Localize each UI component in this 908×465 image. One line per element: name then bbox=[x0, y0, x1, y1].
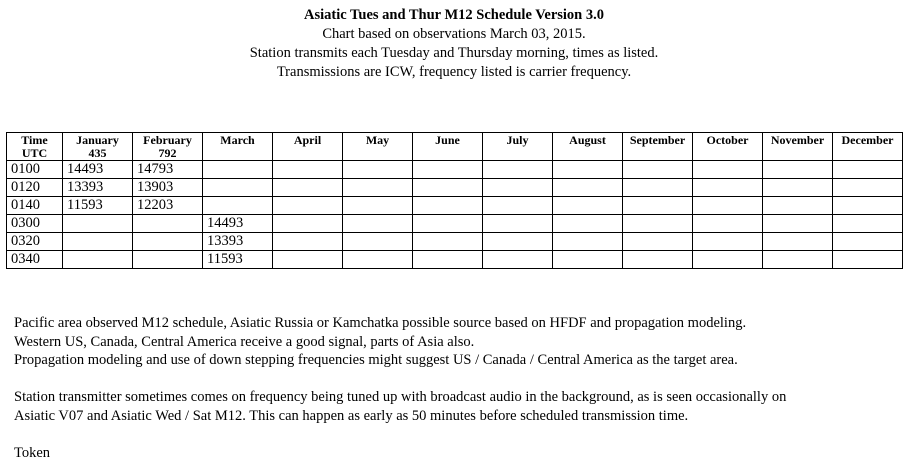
frequency-cell bbox=[483, 161, 553, 179]
frequency-cell bbox=[553, 215, 623, 233]
time-cell: 0140 bbox=[7, 197, 63, 215]
frequency-cell bbox=[693, 233, 763, 251]
column-header-label: November bbox=[770, 133, 825, 147]
column-header-may bbox=[343, 133, 413, 161]
header-line-mode: Transmissions are ICW, frequency listed is carrier frequency. bbox=[276, 64, 632, 80]
frequency-cell bbox=[833, 161, 903, 179]
table-row bbox=[7, 215, 903, 233]
frequency-cell bbox=[413, 251, 483, 269]
frequency-cell bbox=[63, 215, 133, 233]
column-header-label: June bbox=[435, 133, 460, 147]
note-line: Asiatic V07 and Asiatic Wed / Sat M12. This can happen as early as 50 minutes before scheduled transmission time. bbox=[14, 407, 689, 424]
frequency-cell bbox=[203, 179, 273, 197]
table-row bbox=[7, 233, 903, 251]
column-header-label: January bbox=[76, 133, 119, 147]
column-header-august bbox=[553, 133, 623, 161]
table-row bbox=[7, 161, 903, 179]
frequency-cell: 13903 bbox=[133, 179, 203, 197]
column-header-december bbox=[833, 133, 903, 161]
frequency-cell bbox=[693, 197, 763, 215]
time-cell: 0320 bbox=[7, 233, 63, 251]
frequency-cell bbox=[553, 251, 623, 269]
frequency-cell bbox=[483, 215, 553, 233]
column-header-september bbox=[623, 133, 693, 161]
frequency-cell bbox=[273, 197, 343, 215]
frequency-cell bbox=[63, 233, 133, 251]
frequency-cell bbox=[273, 161, 343, 179]
time-cell: 0100 bbox=[7, 161, 63, 179]
table-row bbox=[7, 251, 903, 269]
frequency-cell bbox=[763, 197, 833, 215]
frequency-cell bbox=[693, 215, 763, 233]
time-cell: 0120 bbox=[7, 179, 63, 197]
column-header-label: Time bbox=[21, 133, 48, 147]
frequency-cell bbox=[623, 215, 693, 233]
schedule-header-row bbox=[7, 133, 903, 161]
frequency-cell: 11593 bbox=[63, 197, 133, 215]
frequency-cell bbox=[413, 197, 483, 215]
paragraph-gap bbox=[14, 425, 786, 444]
column-header-label: February bbox=[143, 133, 192, 147]
column-header-january bbox=[63, 133, 133, 161]
table-row bbox=[7, 179, 903, 197]
column-header-sub: 792 bbox=[158, 146, 177, 160]
column-header-label: May bbox=[365, 133, 390, 147]
schedule-body bbox=[7, 161, 903, 269]
frequency-cell bbox=[343, 215, 413, 233]
column-header-february bbox=[133, 133, 203, 161]
time-cell: 0300 bbox=[7, 215, 63, 233]
note-line: Western US, Canada, Central America receive a good signal, parts of Asia also. bbox=[14, 333, 475, 350]
frequency-cell bbox=[133, 251, 203, 269]
column-header-label: October bbox=[706, 133, 749, 147]
frequency-cell bbox=[203, 197, 273, 215]
frequency-cell bbox=[763, 179, 833, 197]
frequency-cell bbox=[343, 179, 413, 197]
frequency-cell: 14793 bbox=[133, 161, 203, 179]
header-line-transmit-days: Station transmits each Tuesday and Thursday morning, times as listed. bbox=[249, 45, 659, 61]
frequency-cell bbox=[833, 197, 903, 215]
signature: Token bbox=[14, 444, 51, 461]
frequency-cell bbox=[273, 233, 343, 251]
column-header-sub: 435 bbox=[88, 146, 107, 160]
frequency-cell bbox=[833, 233, 903, 251]
frequency-cell bbox=[483, 251, 553, 269]
column-header-april bbox=[273, 133, 343, 161]
column-header-sub: UTC bbox=[21, 146, 48, 160]
frequency-cell bbox=[623, 197, 693, 215]
frequency-cell bbox=[553, 197, 623, 215]
column-header-label: December bbox=[841, 133, 894, 147]
table-row bbox=[7, 197, 903, 215]
note-line: Station transmitter sometimes comes on frequency being tuned up with broadcast audio in the background, as is seen occasionally on bbox=[14, 389, 787, 405]
frequency-cell bbox=[133, 233, 203, 251]
column-header-label: March bbox=[220, 133, 255, 147]
frequency-cell bbox=[273, 179, 343, 197]
frequency-cell bbox=[343, 161, 413, 179]
frequency-cell bbox=[833, 251, 903, 269]
column-header-october bbox=[693, 133, 763, 161]
column-header-june bbox=[413, 133, 483, 161]
frequency-cell bbox=[273, 251, 343, 269]
schedule-table bbox=[6, 132, 903, 269]
frequency-cell bbox=[413, 233, 483, 251]
frequency-cell bbox=[483, 179, 553, 197]
frequency-cell bbox=[693, 179, 763, 197]
frequency-cell bbox=[413, 215, 483, 233]
frequency-cell bbox=[623, 179, 693, 197]
note-line: Pacific area observed M12 schedule, Asiatic Russia or Kamchatka possible source based on HFDF and propagation modeling. bbox=[14, 315, 747, 331]
column-header-label: April bbox=[293, 133, 322, 147]
frequency-cell: 13393 bbox=[203, 233, 273, 251]
column-header-march bbox=[203, 133, 273, 161]
frequency-cell bbox=[553, 161, 623, 179]
frequency-cell: 14493 bbox=[63, 161, 133, 179]
frequency-cell bbox=[553, 179, 623, 197]
frequency-cell bbox=[553, 233, 623, 251]
frequency-cell bbox=[483, 233, 553, 251]
frequency-cell: 12203 bbox=[133, 197, 203, 215]
document-title: Asiatic Tues and Thur M12 Schedule Version 3.0 bbox=[303, 7, 604, 23]
frequency-cell: 11593 bbox=[203, 251, 273, 269]
frequency-cell bbox=[623, 251, 693, 269]
note-line: Propagation modeling and use of down stepping frequencies might suggest US / Canada / Central America as the target area. bbox=[14, 352, 738, 368]
frequency-cell bbox=[693, 251, 763, 269]
frequency-cell bbox=[693, 161, 763, 179]
column-header-november bbox=[763, 133, 833, 161]
column-header-july bbox=[483, 133, 553, 161]
frequency-cell bbox=[763, 251, 833, 269]
column-header-time bbox=[7, 133, 63, 161]
frequency-cell bbox=[623, 161, 693, 179]
frequency-cell bbox=[763, 161, 833, 179]
frequency-cell bbox=[833, 179, 903, 197]
frequency-cell bbox=[343, 233, 413, 251]
header-line-observations: Chart based on observations March 03, 2015. bbox=[322, 26, 586, 42]
frequency-cell bbox=[343, 197, 413, 215]
frequency-cell bbox=[623, 233, 693, 251]
frequency-cell: 14493 bbox=[203, 215, 273, 233]
time-cell: 0340 bbox=[7, 251, 63, 269]
frequency-cell bbox=[343, 251, 413, 269]
column-header-label: September bbox=[629, 133, 686, 147]
frequency-cell bbox=[483, 197, 553, 215]
column-header-label: July bbox=[506, 133, 529, 147]
frequency-cell bbox=[763, 215, 833, 233]
document-header bbox=[0, 6, 908, 82]
frequency-cell bbox=[413, 179, 483, 197]
notes-section bbox=[14, 314, 786, 462]
frequency-cell bbox=[203, 161, 273, 179]
frequency-cell bbox=[133, 215, 203, 233]
frequency-cell bbox=[413, 161, 483, 179]
frequency-cell: 13393 bbox=[63, 179, 133, 197]
frequency-cell bbox=[763, 233, 833, 251]
paragraph-gap bbox=[14, 370, 786, 389]
column-header-label: August bbox=[569, 133, 606, 147]
frequency-cell bbox=[63, 251, 133, 269]
frequency-cell bbox=[273, 215, 343, 233]
frequency-cell bbox=[833, 215, 903, 233]
